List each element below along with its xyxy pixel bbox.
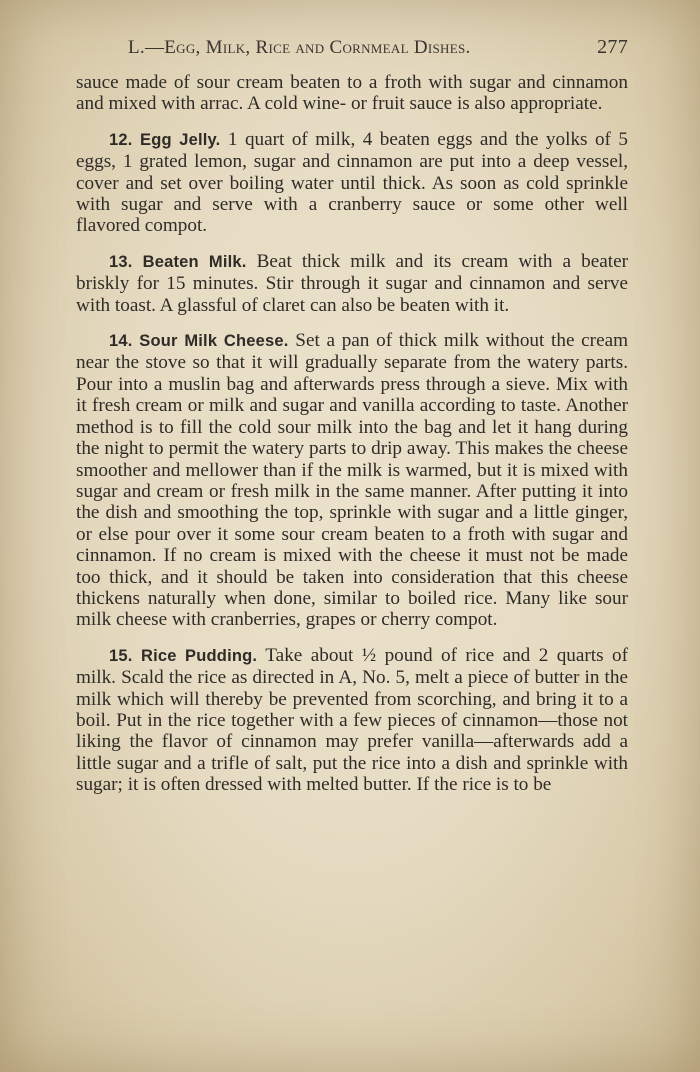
- recipe-beaten-milk: [76, 251, 628, 316]
- recipe-rice-pudding: [76, 645, 628, 796]
- section-title: L.—Egg, Milk, Rice and Cornmeal Dishes.: [128, 37, 471, 58]
- recipe-sour-milk-cheese: [76, 330, 628, 631]
- recipe-text: Set a pan of thick milk without the cream near the stove so that it will gradually separate from the watery parts. Pour into a muslin bag and afterwards press through a sieve. Mix with it fresh cream or milk and sugar and vanilla according to taste. Another method is to fill the cold sour milk into the bag and let it hang during the night to permit the watery parts to drip away. This makes the cheese smoother and mellower than if the milk is warmed, but it is mixed with sugar and cream or fresh milk in the same manner. After putting it into the dish and smoothing the top, sprinkle with sugar and a little ginger, or else pour over it some sour cream beaten to a froth with sugar and cinnamon. If no cream is mixed with the cheese it must not be made too thick, and it should be taken into consideration that this cheese thickens naturally when done, similar to boiled rice. Many like sour milk cheese with cranberries, grapes or cherry compot.: [76, 330, 629, 631]
- recipe-number: 15.: [109, 646, 133, 665]
- recipe-number: 12.: [109, 130, 133, 149]
- page-body: [76, 72, 628, 796]
- recipe-egg-jelly: [76, 129, 628, 237]
- recipe-title: Beaten Milk.: [142, 252, 247, 271]
- recipe-title: Egg Jelly.: [140, 130, 221, 149]
- recipe-number: 14.: [109, 332, 133, 351]
- recipe-number: 13.: [109, 252, 133, 271]
- page-number: 277: [597, 36, 628, 58]
- recipe-title: Sour Milk Cheese.: [139, 332, 289, 351]
- continued-paragraph: sauce made of sour cream beaten to a froth with sugar and cinnamon and mixed with arrac. A cold wine- or fruit sauce is also appropriate.: [76, 72, 628, 115]
- recipe-text: 1 quart of milk, 4 beaten eggs and the yolks of 5 eggs, 1 grated lemon, sugar and cinnamon are put into a deep vessel, cover and set over boiling water until thick. As soon as cold sprinkle with sugar and serve with a cranberry sauce or some other well flavored compot.: [76, 128, 628, 237]
- running-header: [128, 36, 628, 59]
- recipe-text: Beat thick milk and its cream with a beater briskly for 15 minutes. Stir through it sugar and cinnamon and serve with toast. A glassful of claret can also be beaten with it.: [76, 250, 628, 316]
- recipe-title: Rice Pudding.: [140, 646, 258, 665]
- recipe-text: Take about ½ pound of rice and 2 quarts of milk. Scald the rice as directed in A, No. 5, melt a piece of butter in the milk which will thereby be prevented from scorching, and bring it to a boil. Put in the rice together with a few pieces of cinnamon—those not liking the flavor of cinnamon may prefer vanilla—afterwards add a little sugar and a trifle of salt, put the rice into a dish and sprinkle with sugar; it is often dressed with melted butter. If the rice is to be: [76, 644, 629, 796]
